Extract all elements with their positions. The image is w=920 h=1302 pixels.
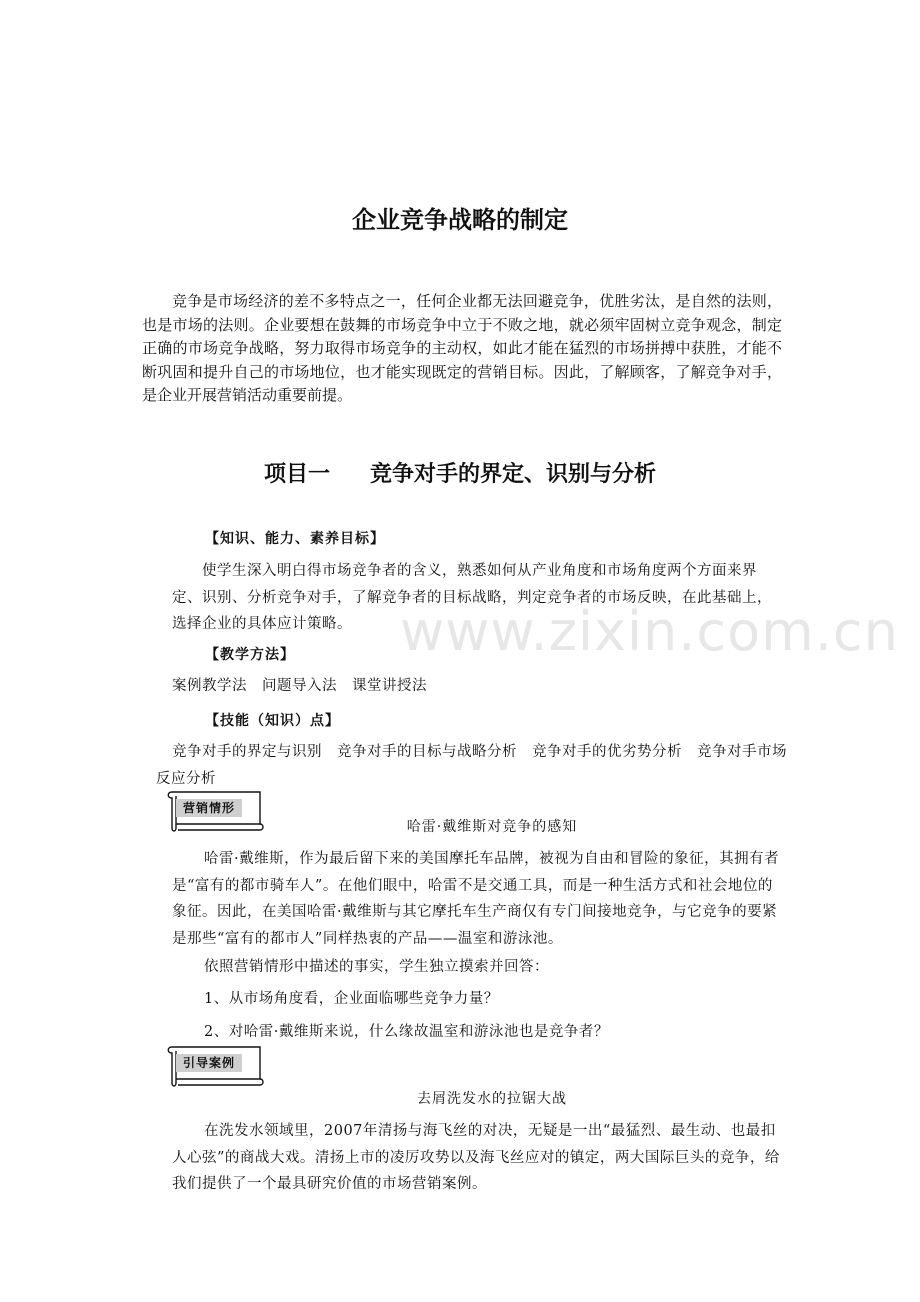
scenario-title: 哈雷·戴维斯对竞争的感知 [406, 819, 578, 835]
goals-heading: 【知识、能力、素养目标】 [205, 531, 385, 547]
intro-paragraph: 竞争是市场经济的差不多特点之一，任何企业都无法回避竞争，优胜劣汰，是自然的法则，也是市场的法则。企业要想在鼓舞的市场竞争中立于不败之地，就必须牢固树立竞争观念，制定正确的市场竞争战略，努力取得市场竞争的主动权，如此才能在猛烈的市场拼搏中获胜，才能不断巩固和提升自己的市场地位，也才能实现既定的营销目标。因此，了解顾客，了解竞争对手，是企业开展营销活动重要前提。 [142, 292, 782, 404]
case-tag-label: 引导案例 [176, 1054, 242, 1072]
case-body: 在洗发水领域里，2007年清扬与海飞丝的对决，无疑是一出“最猛烈、最生动、也最扣人心弦”的商战大戏。清扬上市的凌厉攻势以及海飞丝应对的镇定，两大国际巨头的竞争，给我们提供了一个最具研究价值的市场营销案例。 [172, 1123, 780, 1192]
case-scroll-tag [166, 1043, 264, 1083]
goals-text: 使学生深入明白得市场竞争者的含义，熟悉如何从产业角度和市场角度两个方面来界定、识别、分析竞争对手，了解竞争者的目标战略，判定竞争者的市场反映，在此基础上，选择企业的具体应计策略。 [172, 563, 772, 632]
methods-text: 案例教学法 问题导入法 课堂讲授法 [172, 678, 427, 694]
scenario-question-1: 1、从市场角度看，企业面临哪些竞争力量？ [204, 991, 499, 1007]
project-number: 项目一 [263, 462, 330, 487]
methods-heading: 【教学方法】 [205, 647, 295, 663]
skills-heading: 【技能（知识）点】 [205, 713, 340, 729]
skills-text: 竞争对手的界定与识别 竞争对手的目标与战略分析 竞争对手的优劣势分析 竞争对手市场反应分析 [156, 744, 787, 787]
scenario-question-2: 2、对哈雷·戴维斯来说，什么缘故温室和游泳池也是竞争者？ [204, 1024, 609, 1040]
case-title: 去屑洗发水的拉锯大战 [417, 1091, 567, 1107]
scenario-prompt: 依照营销情形中描述的事实，学生独立摸索并回答： [204, 959, 549, 975]
watermark-text: www.zixin.com.cn [400, 600, 899, 663]
scenario-tag-label: 营销情形 [176, 799, 242, 817]
scenario-body: 哈雷·戴维斯，作为最后留下来的美国摩托车品牌，被视为自由和冒险的象征，其拥有者是“富有的都市骑车人”。在他们眼中，哈雷不是交通工具，而是一种生活方式和社会地位的象征。因此，在美国哈雷·戴维斯与其它摩托车生产商仅有专门间接地竞争，与它竞争的要紧是那些“富有的都市人”同样热衷的产品——温室和游泳池。 [172, 851, 780, 947]
page-title: 企业竞争战略的制定 [352, 206, 568, 234]
project-name: 竞争对手的界定、识别与分析 [370, 462, 657, 487]
project-heading [0, 457, 920, 488]
